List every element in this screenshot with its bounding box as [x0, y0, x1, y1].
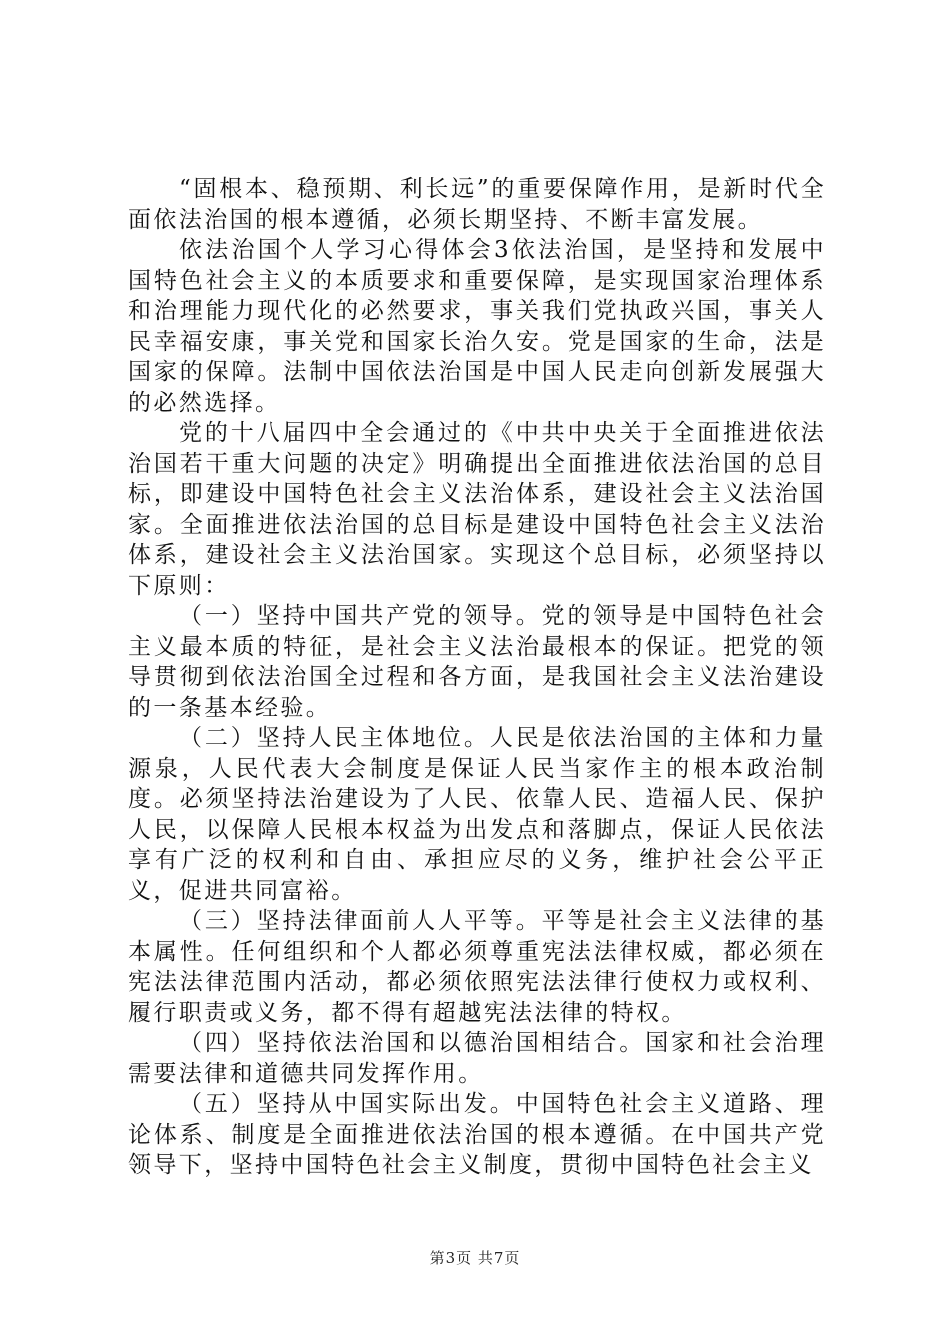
paragraph: “固根本、稳预期、利长远”的重要保障作用，是新时代全面依法治国的根本遵循，必须长期坚持、不断丰富发展。	[128, 176, 826, 233]
paragraph: 党的十八届四中全会通过的《中共中央关于全面推进依法治国若干重大问题的决定》明确提出全面推进依法治国的总目标，即建设中国特色社会主义法治体系，建设社会主义法治国家。全面推进依法治国的总目标是建设中国特色社会主义法治体系，建设社会主义法治国家。实现这个总目标，必须坚持以下原则：	[128, 420, 826, 599]
paragraph: （一）坚持中国共产党的领导。党的领导是中国特色社会主义最本质的特征，是社会主义法治最根本的保证。把党的领导贯彻到依法治国全过程和各方面，是我国社会主义法治建设的一条基本经验。	[128, 603, 826, 721]
paragraph: （二）坚持人民主体地位。人民是依法治国的主体和力量源泉，人民代表大会制度是保证人民当家作主的根本政治制度。必须坚持法治建设为了人民、依靠人民、造福人民、保护人民，以保障人民根本权益为出发点和落脚点，保证人民依法享有广泛的权利和自由、承担应尽的义务，维护社会公平正义，促进共同富裕。	[128, 725, 826, 904]
page-number-footer: 第3页 共7页	[429, 1249, 521, 1267]
document-body	[128, 174, 826, 1181]
paragraph: （四）坚持依法治国和以德治国相结合。国家和社会治理需要法律和道德共同发挥作用。	[128, 1030, 826, 1087]
paragraph: 依法治国个人学习心得体会3依法治国，是坚持和发展中国特色社会主义的本质要求和重要保障，是实现国家治理体系和治理能力现代化的必然要求，事关我们党执政兴国，事关人民幸福安康，事关党和国家长治久安。党是国家的生命，法是国家的保障。法制中国依法治国是中国人民走向创新发展强大的必然选择。	[128, 237, 826, 416]
paragraph: （五）坚持从中国实际出发。中国特色社会主义道路、理论体系、制度是全面推进依法治国的根本遵循。在中国共产党领导下，坚持中国特色社会主义制度，贯彻中国特色社会主义	[128, 1091, 826, 1178]
paragraph: （三）坚持法律面前人人平等。平等是社会主义法律的基本属性。任何组织和个人都必须尊重宪法法律权威，都必须在宪法法律范围内活动，都必须依照宪法法律行使权力或权利、履行职责或义务，都不得有超越宪法法律的特权。	[128, 908, 826, 1026]
